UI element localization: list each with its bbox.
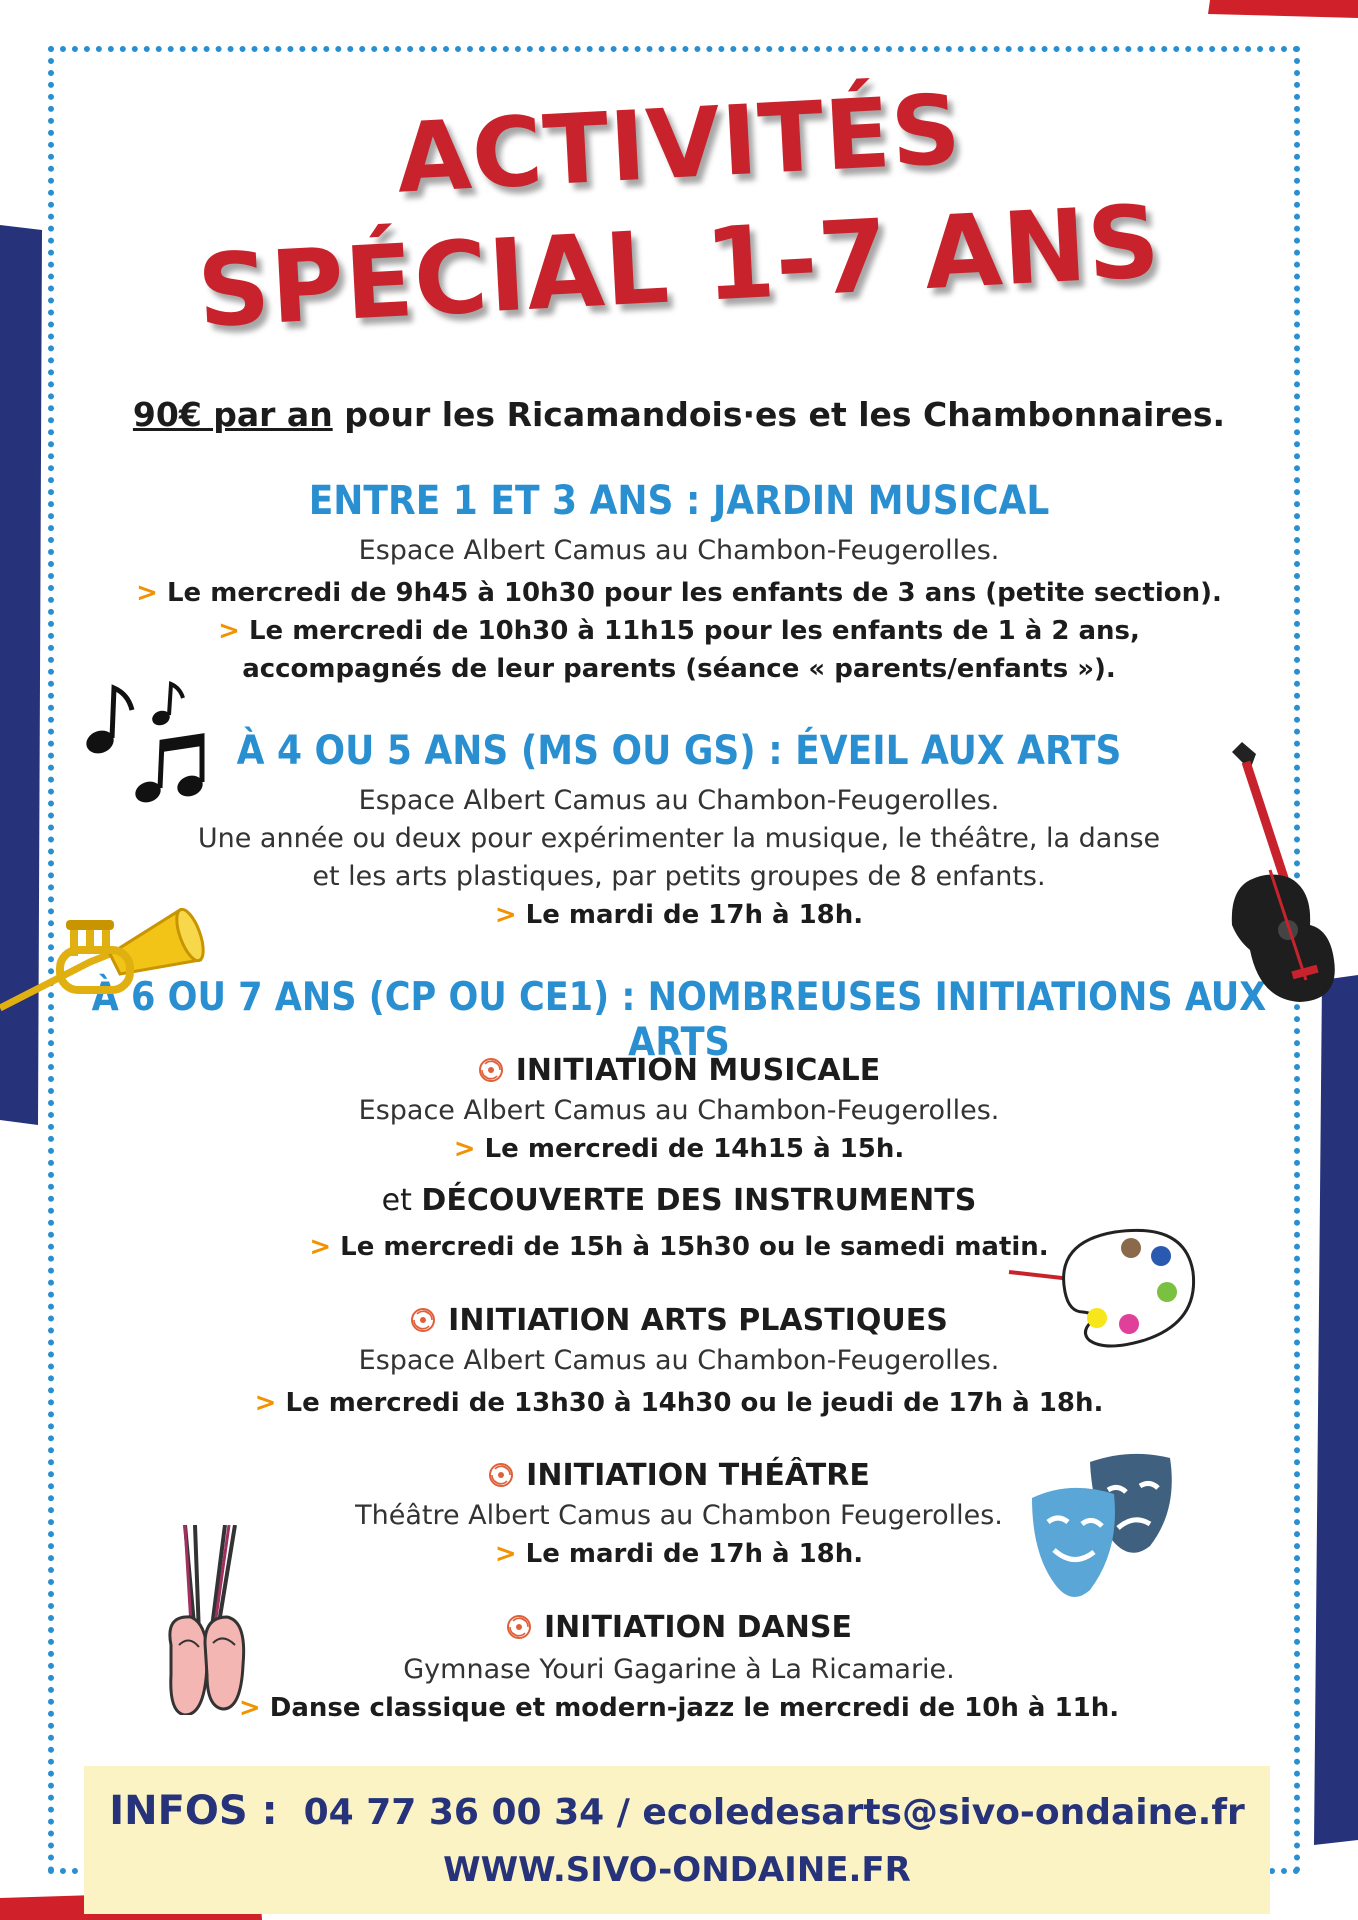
location: Espace Albert Camus au Chambon-Feugerolles. [358, 785, 1000, 816]
arrow-icon: > [309, 1232, 332, 1262]
spiral-bullet-icon [410, 1307, 436, 1333]
schedule-line: > Le mercredi de 10h30 à 11h15 pour les enfants de 1 à 2 ans, [218, 616, 1140, 646]
schedule-line: > Le mercredi de 9h45 à 10h30 pour les enfants de 3 ans (petite section). [136, 578, 1222, 608]
navy-stripe-right-lower [1318, 1498, 1358, 1522]
section-heading: ENTRE 1 ET 3 ANS : JARDIN MUSICAL [308, 478, 1050, 524]
location: Espace Albert Camus au Chambon-Feugerolles. [358, 1095, 1000, 1126]
schedule-line: > Le mercredi de 15h à 15h30 ou le samedi matin. [309, 1232, 1049, 1262]
spiral-bullet-icon [478, 1057, 504, 1083]
music-notes-icon [78, 680, 218, 810]
schedule-line: > Le mercredi de 13h30 à 14h30 ou le jeudi de 17h à 18h. [254, 1388, 1104, 1418]
guitar-icon [1210, 740, 1340, 1010]
website-link[interactable]: WWW.SIVO-ONDAINE.FR [443, 1850, 911, 1890]
description-line: Une année ou deux pour expérimenter la musique, le théâtre, la danse [197, 823, 1161, 854]
title-line-2: SPÉCIAL 1-7 ANS [194, 182, 1164, 351]
red-stripe-top-right [1208, 0, 1358, 18]
arrow-icon: > [136, 578, 158, 608]
schedule-line: > Le mardi de 17h à 18h. [494, 1539, 864, 1569]
arrow-icon: > [494, 900, 517, 930]
theatre-masks-icon [1030, 1450, 1180, 1605]
arrow-icon: > [494, 1539, 517, 1569]
ballet-shoes-icon [155, 1525, 260, 1715]
info-contact-line [84, 1788, 1270, 1834]
sub-heading: INITIATION DANSE [60, 1607, 1298, 1649]
location: Espace Albert Camus au Chambon-Feugerolles. [358, 535, 1000, 566]
price-amount: 90€ par an [132, 395, 333, 434]
arrow-icon: > [254, 1388, 277, 1418]
schedule-line: > Le mardi de 17h à 18h. [494, 900, 864, 930]
description-line: et les arts plastiques, par petits groupes de 8 enfants. [312, 861, 1046, 892]
section-heading: À 4 OU 5 ANS (MS OU GS) : ÉVEIL AUX ARTS [236, 728, 1122, 774]
arrow-icon: > [453, 1134, 476, 1164]
section-heading: À 6 OU 7 ANS (CP OU CE1) : NOMBREUSES INITIATIONS AUX ARTS [91, 975, 1267, 1065]
trumpet-icon [0, 890, 210, 1020]
title-line-1: ACTIVITÉS [393, 73, 965, 215]
schedule-line: > Danse classique et modern-jazz le mercredi de 10h à 11h. [238, 1693, 1120, 1723]
arrow-icon: > [218, 616, 240, 646]
spiral-bullet-icon [506, 1614, 532, 1640]
sub-heading: INITIATION THÉÂTRE [60, 1455, 1298, 1497]
location: Théâtre Albert Camus au Chambon Feugerolles. [355, 1500, 1003, 1531]
price-audience: pour les Ricamandois·es et les Chambonnaires. [332, 395, 1226, 434]
info-label: INFOS : [109, 1788, 278, 1834]
schedule-line: accompagnés de leur parents (séance « parents/enfants »). [242, 654, 1116, 684]
price-line [60, 395, 1298, 434]
sub-heading: INITIATION MUSICALE [60, 1050, 1298, 1092]
navy-stripe-right [1314, 975, 1358, 1845]
schedule-line: > Le mercredi de 14h15 à 15h. [453, 1134, 905, 1164]
section-eveil-arts [60, 728, 1298, 934]
spiral-bullet-icon [488, 1462, 514, 1488]
location: Espace Albert Camus au Chambon-Feugerolles. [358, 1345, 1000, 1376]
contact-info[interactable]: 04 77 36 00 34 / ecoledesarts@sivo-ondaine.fr [303, 1792, 1245, 1833]
location: Gymnase Youri Gagarine à La Ricamarie. [403, 1654, 955, 1685]
sub-heading: INITIATION ARTS PLASTIQUES [60, 1300, 1298, 1342]
arrow-icon: > [238, 1693, 261, 1723]
sub-heading: et DÉCOUVERTE DES INSTRUMENTS [381, 1183, 977, 1218]
palette-icon [1005, 1222, 1205, 1357]
section-jardin-musical [60, 478, 1298, 688]
